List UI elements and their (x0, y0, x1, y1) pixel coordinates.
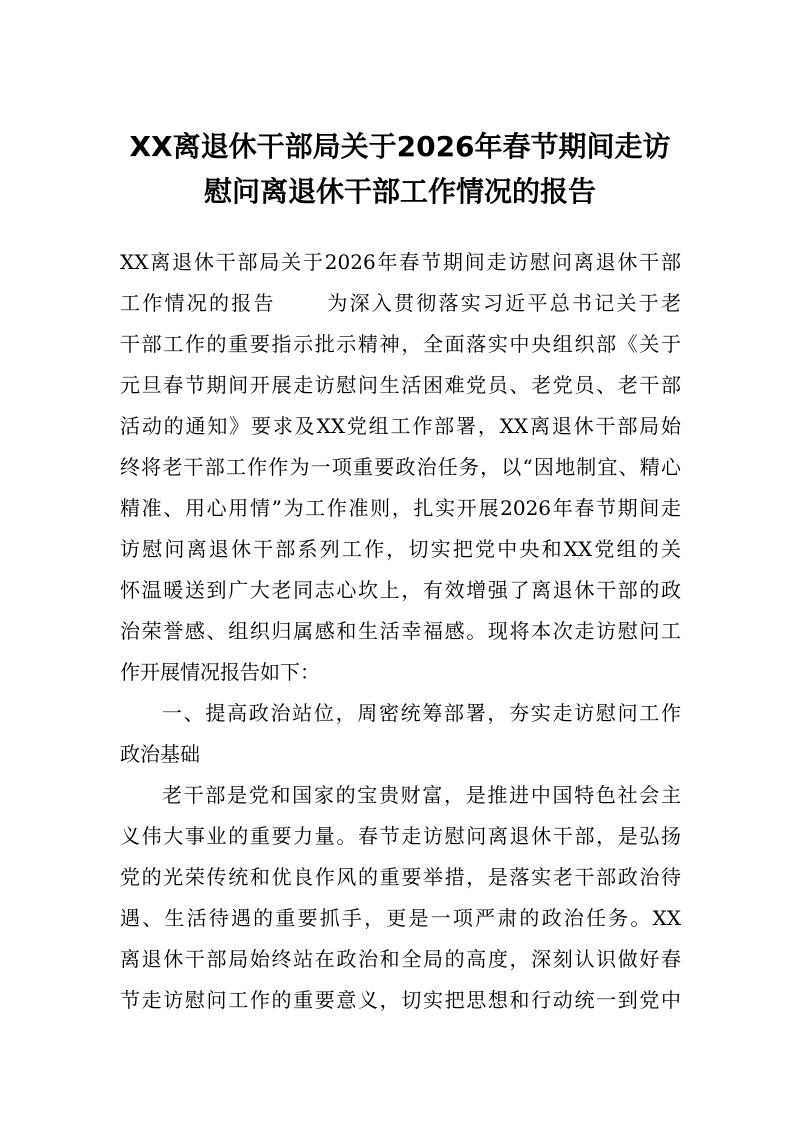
body-text-line: 精准、用心用情”为工作准则，扎实开展2026年春节期间走 (120, 496, 681, 520)
body-text-line: 老干部是党和国家的宝贵财富，是推进中国特色社会主 (162, 783, 681, 807)
body-text-line: 元旦春节期间开展走访慰问生活困难党员、老党员、老干部 (120, 373, 681, 397)
body-text-line: 义伟大事业的重要力量。春节走访慰问离退休干部，是弘扬 (120, 824, 681, 848)
body-text-line: 访慰问离退休干部系列工作，切实把党中央和XX党组的关 (120, 537, 681, 561)
body-text-line: 政治基础 (120, 742, 200, 766)
body-text-line: 干部工作的重要指示批示精神，全面落实中央组织部《关于 (120, 332, 681, 356)
body-text-line: 离退休干部局始终站在政治和全局的高度，深刻认识做好春 (120, 947, 681, 971)
body-text-line: 作开展情况报告如下： (120, 660, 320, 684)
body-text-line: XX离退休干部局关于2026年春节期间走访慰问离退休干部 (120, 250, 681, 274)
body-text-line: 节走访慰问工作的重要意义，切实把思想和行动统一到党中 (120, 988, 681, 1012)
document-title-line-2: 慰问离退休干部工作情况的报告 (203, 175, 596, 208)
document-title-line-1: XX离退休干部局关于2026年春节期间走访 (129, 130, 671, 163)
body-text-line: 一、提高政治站位，周密统筹部署，夯实走访慰问工作 (162, 701, 681, 725)
body-text-line: 活动的通知》要求及XX党组工作部署，XX离退休干部局始 (120, 414, 681, 438)
body-text-line: 遇、生活待遇的重要抓手，更是一项严肃的政治任务。XX (120, 906, 681, 930)
body-text-line: 治荣誉感、组织归属感和生活幸福感。现将本次走访慰问工 (120, 619, 681, 643)
body-text-line: 工作情况的报告 为深入贯彻落实习近平总书记关于老 (120, 291, 681, 315)
body-text-line: 终将老干部工作作为一项重要政治任务，以“因地制宜、精心 (120, 455, 681, 479)
body-text-line: 党的光荣传统和优良作风的重要举措，是落实老干部政治待 (120, 865, 681, 889)
body-text-line: 怀温暖送到广大老同志心坎上，有效增强了离退休干部的政 (120, 578, 681, 602)
